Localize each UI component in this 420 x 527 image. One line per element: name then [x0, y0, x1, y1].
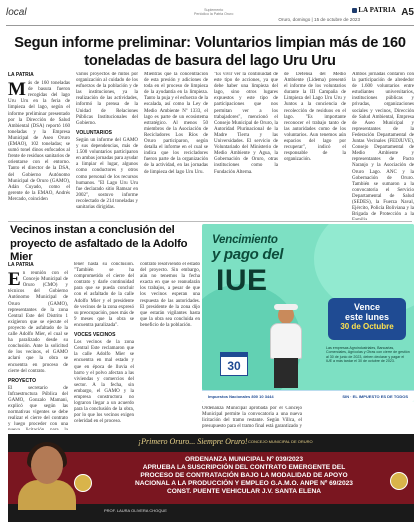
ad-note: Las empresas Agroindustriales, Bancarias, Comerciales, Agrícolas y Otras con cierre de gestión al 30 de junio de 2023, deben declarar y pagar el IUE a más tardar el 30 de octubre de 2023.: [326, 346, 410, 364]
ad-title-line2: y pago del: [212, 246, 284, 263]
article1-col4: [214, 72, 278, 220]
section-label: local: [6, 7, 27, 18]
portrait-face: [31, 446, 63, 484]
newspaper-logo-text: LA PATRIA: [358, 7, 396, 14]
article1-col6-text: Ambos jornadas contaron con la participación de alrededor de 1.600 voluntarios entre estudiantes universitarios, instituciones públicas y privadas, organizaciones sociales y vecinos, Dirección de Salud Ambiental, Empresa de Aseo Municipal y representantes de la Federación Departamental de Juntas Vecinales (FEDJUVE), Consejo Departamental de Medio Ambiente y representantes de Pacto Naranjo y la Asociación de Oruro Lago. ANC y la Gobernación de Oruro. También se sumaron a la convocatoria el Servicio Departamental de Salud (SEDES), la Fuerza Naval, Ejército, Policía Boliviana y la Brigada de Protección a la: [352, 72, 414, 218]
article1-col4-text: "Es vivir ver la continuidad de este tipo de acciones, ya que debe haber una limpieza del lago, sino otros lugares expuestos y este tipo de participaciones que nos permitan ver a los trabajadores", mencionó el Consejo Municipal de Oruro, la Autoridad Plurinacional de la Madre Tierra y las Universidades. El servicio de Voluntariado del Ministerio de Medio Ambiente y Agua, la Gobernación de Oruro, otras instituciones como la Fundación Alterna.: [214, 72, 278, 175]
ad-footer-left: Impuestos Nacionales 800 10 3444: [208, 394, 274, 399]
article1-body: [8, 72, 414, 220]
article2-col2-text: tener hasta su conclusión. "También se ha comprometido el cierre del contrato y darle continuidad para que se pueda concluir con el asfaltado de la calle Adolfo Mier y el presidente de vecinos de la zona expresó su preocupación, pues más de 9 meses que la obra se encuentra paralizada".: [74, 262, 134, 328]
page-number: A5: [401, 7, 414, 18]
article1-headline: Segun informe preliminar: Voluntarios limpian más de 160 toneladas de basura del lago Uru Uru: [14, 35, 406, 69]
article2-headline: Vecinos instan a conclusión del proyecto de asfaltado de la Adolfo Mier: [10, 224, 188, 263]
deadline-line1: Vence: [353, 302, 381, 312]
article2-col2: [74, 262, 134, 430]
ad-title-line1: Vencimiento: [212, 234, 278, 246]
newspaper-logo: [352, 7, 396, 14]
ad-council-name: CONCEJO MUNICIPAL DE ORURO: [248, 439, 313, 444]
ad-footer-right: SIN · EL IMPUESTO ES DE TODOS: [342, 394, 408, 399]
person-body: [270, 323, 302, 359]
masthead: [6, 6, 414, 26]
article1-col3: [144, 72, 208, 220]
supplement-line1: Suplemento: [204, 8, 224, 12]
article1-col3-text: Mientras que la concentración de esta presión y adiciones de toda en el proceso de limpieza de la ayudantía en la limpieza. Tanto la puja y el esfuerzo de la escalada, así como la Ley de Medio Ambiente Nº 1333, el lago es parte de un ecosistema estratégico. Al menos 50 miembros de la Asociación de Recicladores Los Ríos de Oruro participaron, según detalla el informe en el cual se indica que los recicladores fueron parte de la organización de la actividad, en las jornadas de limpieza del lago Uru Uru.: [144, 72, 208, 175]
article2-col3-text: contrato resolviendo el estado del proyecto. Sin embargo, aún no tenemos la fecha exacta en que se reanudarán los trabajos, a pesar de que los vecinos esperan una respuesta de las autoridades. El presidente de la zona dijo que estarán vigilantes hasta que la obra sea concluida en beneficio de la población.: [140, 262, 200, 328]
supplement-label: [194, 8, 233, 16]
article1-col5: [284, 72, 346, 220]
municipal-advertisement[interactable]: [8, 434, 414, 522]
article1-subhead: VOLUNTARIOS: [76, 129, 113, 136]
article1-col2-text2: Según un informe del GAMO y sus dependencias, más de 1.500 voluntarios participaron en ambas jornadas para ayudar a limpiar el lugar, algunos como conductores y otros como personal de los recursos humanos. "El Lago Uru Uru fue declarado sitio Ramsar en 2002", sostuvo informe recolectado de 214 toneladas y sanitarias dirigidas.: [76, 137, 138, 210]
person-hat: [274, 304, 298, 310]
article1-dropcap: M: [8, 79, 26, 101]
article2-col1: [8, 262, 68, 430]
article1-col2-text: varios proyectos de mitos por organización al cuidado de los esfuerzos de la población y de las instituciones, ya la realización de las actividades, informó la prensa de la Unidad de Relaciones Públicas Institucionales del Gobierno.: [76, 72, 138, 126]
ad-line5: CONST. PUENTE VEHICULAR J.V. SANTA ELENA: [167, 488, 321, 496]
deadline-box: [328, 298, 406, 340]
article2-byline: LA PATRIA: [8, 262, 34, 268]
article2-col2-text2: Los vecinos de la zona Central Este reclamaron que la calle Adolfo Mier se encuentra en mal estado y que en época de lluvia el barro y el polvo afectan a las viviendas y comercios del sector. A la fecha, sin embargo, el GAMO y la empresa constructora no lograron llegar a un acuerdo para la conclusión de la obra, por lo que los vecinos exigen celeridad en el proceso.: [74, 340, 134, 425]
ad-signature: PROF. LAURA OLIVERA CHOQUE: [104, 508, 167, 513]
ad-line4: NACIONAL A LA PRODUCCIÓN Y EMPLEO G.A.M.O. ANPE Nº 69/2023: [135, 480, 353, 488]
deadline-line3: 30 de Octubre: [340, 322, 394, 331]
person-legs: [274, 358, 298, 388]
official-portrait: [14, 440, 80, 510]
ad-slogan: ¡Primero Oruro... Siempre Oruro!: [138, 437, 248, 446]
article1-col6: [352, 72, 414, 220]
article2-subhead2: VOCES VECINOS: [74, 332, 116, 339]
article2-subhead: PROYECTO: [8, 377, 36, 384]
article2-col4: [202, 406, 302, 430]
article1-col2: [76, 72, 138, 220]
section-divider: [8, 221, 412, 222]
article1-col5-text: de Defensa del Medio Ambiente (Lidema) presentó el informe de los voluntarios durante la III Campaña de Limpieza del Lago Uru Uru y Juntos a la conciencia de recolección de residuos en el lago. "Es importante reconocer el trabajo tanto de las autoridades como de los voluntarios. Aun tenemos aún espacios del lago por recuperar", indicó el responsable de la organización.: [284, 72, 346, 163]
ad-line1: ORDENANZA MUNICIPAL Nº 039/2023: [184, 456, 304, 463]
article1-col1-text: ás de 160 toneladas de basura fueron recogidas del lago Uru Uru en la feria de limpieza del lago, según el informe preliminar presentado por la Dirección de Salud Ambiental (DSA) reportó 160 toneladas y la Empresa Municipal de Aseo Oruro (EMAO), 102 toneladas; se sumó tonel dinos enfocados al frente de residuos sanitarios de orientarse con el entorno. Tanto el director de la DSA, del Gobierno Autónomo Municipal de Oruro (GAMO), Adán Cuyado, como el gerente de la EMAO, Andrés Mercado, coinciden: [8, 81, 70, 202]
ad-line3: PROCESO DE CONTRATACIÓN BAJO LA MODALIDAD DE APOYO: [140, 472, 348, 480]
calendar-icon: 30: [220, 352, 248, 376]
issue-date: Oruro, domingo | 15 de octubre de 2023: [278, 17, 360, 22]
ad-announcement: [84, 456, 404, 496]
article1-byline: LA PATRIA: [8, 72, 34, 78]
crest-icon: [352, 8, 357, 13]
supplement-line2: Periódico la Patria Oruro: [194, 12, 234, 16]
ad-person-illustration: [260, 306, 312, 388]
article2-col3: [140, 262, 200, 430]
ad-footer: [202, 390, 414, 402]
article2-col1-text2: El secretario de Infraestructura Pública del GAMO, Gonzalo Mamani, explicó que según las normativas vigentes se debe realizar el cierre del contrato y luego proceder con una: [8, 385, 68, 428]
ad-top-strip: [98, 436, 408, 450]
article2-dropcap: E: [8, 269, 21, 291]
article2-col4-text: Ordenanza Municipal aprobada por el Concejo Municipal permite la convocatoria a una nueva licitación del tramo restante. Según Villca, el presupuesto para el tramo final está garantizado y: [202, 406, 302, 430]
iue-advertisement[interactable]: [202, 224, 414, 402]
deadline-line2: este lunes: [344, 312, 390, 322]
article2-col1-text: n reunión con el Concejo Municipal de Oruro (CMO) y técnicos del Gobierno Autónomo Municipal de Oruro (GAMO), representantes de la zona Central Este del Distrito 1 exigieron que se ejecute el proyecto de asfaltado de la calle Adolfo Mier, el cual se ha paralizado desde su conclusión. Ante la solicitud de los vecinos, el GAMO aclaró que la obra se encuentra en proceso de cierre del contrato.: [8, 271, 68, 374]
ad-title-iue: IUE: [216, 264, 268, 297]
article1-col1: [8, 72, 70, 220]
portrait-shoulders: [18, 480, 76, 510]
ad-line2: APRUEBA LA SUSCRIPCIÓN DEL CONTRATO EMERGENTE DEL: [142, 464, 346, 472]
